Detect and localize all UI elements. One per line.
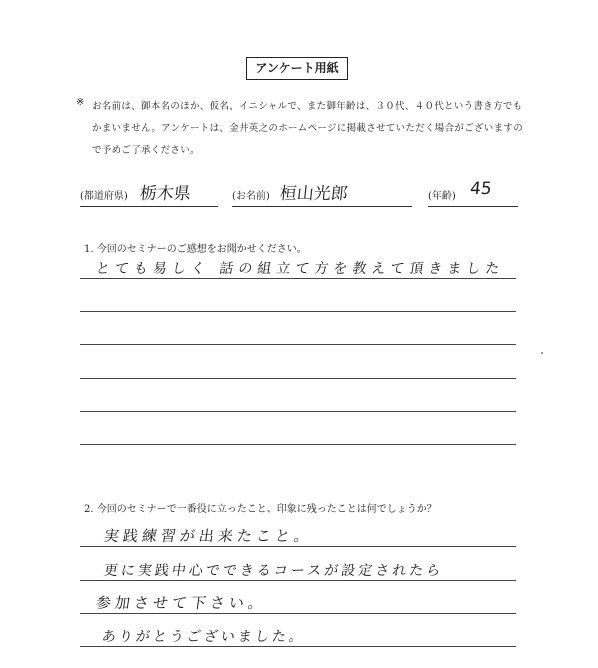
answer-1-rule-4 (80, 378, 516, 379)
note-mark: ※ (76, 97, 85, 108)
answer-2-line-1: 実践練習が出来たこと。 (102, 527, 315, 545)
prefecture-value: 栃木県 (138, 184, 192, 204)
answer-2-line-2: 更に実践中心でできるコースが設定されたら (102, 563, 445, 579)
stray-mark (541, 352, 543, 354)
prefecture-label: (都道府県) (80, 191, 128, 202)
answer-2-rule-4 (80, 646, 516, 647)
name-underline (232, 206, 412, 207)
age-label: (年齢) (428, 191, 456, 202)
age-value: 45 (468, 179, 493, 199)
question-1-label: 1. 今回のセミナーのご感想をお聞かせください。 (84, 244, 307, 255)
prefecture-underline (80, 206, 218, 207)
form-title: アンケート用紙 (246, 57, 348, 80)
answer-1-line-1: とても易しく 話の組立て方を教えて頂きました (94, 261, 506, 277)
answer-2-line-3: 参加させて下さい。 (94, 594, 269, 612)
note-text: お名前は、御本名のほか、仮名、イニシャルで、また御年齢は、３０代、４０代という書き方でもかまいません。アンケートは、金井英之のホームページに掲載させていただく場合がございますので予めご了承ください。 (92, 101, 524, 156)
answer-1-rule-5 (80, 411, 516, 412)
answer-2-rule-2 (80, 580, 516, 581)
answer-1-rule-3 (80, 344, 516, 345)
answer-1-rule-1 (80, 278, 516, 279)
name-value: 桓山光郎 (278, 184, 349, 204)
answer-2-rule-1 (80, 546, 516, 547)
answer-1-rule-6 (80, 444, 516, 445)
answer-1-rule-2 (80, 311, 516, 312)
answer-2-line-4: ありがとうございました。 (100, 629, 307, 645)
question-2-label: 2. 今回のセミナーで一番役に立ったこと、印象に残ったことは何でしょうか？ (84, 504, 437, 515)
age-underline (428, 206, 518, 207)
answer-2-rule-3 (80, 613, 516, 614)
name-label: (お名前) (232, 191, 270, 202)
